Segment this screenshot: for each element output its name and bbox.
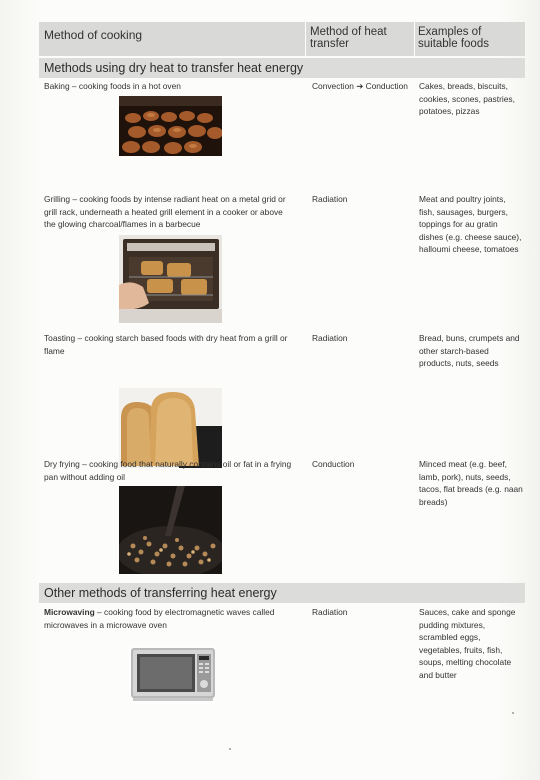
page-speck (229, 748, 231, 750)
method-description (44, 80, 294, 93)
header-method-of-cooking: Method of cooking (44, 28, 143, 42)
header-method-of-heat-transfer: Method of heat transfer (310, 26, 387, 50)
baking-photo (119, 96, 222, 156)
heat-transfer: Radiation (312, 194, 348, 204)
header-divider (305, 22, 306, 56)
grilling-photo (119, 235, 222, 323)
method-term: Microwaving (44, 607, 95, 617)
dry-frying-photo (119, 486, 222, 574)
table-header (39, 22, 525, 56)
heat-transfer: Convection ➔ Conduction (312, 81, 408, 91)
heat-transfer: Radiation (312, 607, 348, 617)
method-term: Grilling (44, 194, 71, 204)
method-text: – cooking foods in a hot oven (69, 81, 181, 91)
method-term: Toasting (44, 333, 76, 343)
method-text: – cooking foods by intense radiant heat on a metal grid or grill rack, underneath a heated grill element in a cooker or above the glowing charcoal/flames in a barbecue (44, 194, 286, 229)
suitable-foods: Cakes, breads, biscuits, cookies, scones, pastries, potatoes, pizzas (419, 81, 515, 116)
header-divider (414, 22, 415, 56)
method-description (44, 458, 294, 483)
heat-transfer: Radiation (312, 333, 348, 343)
method-description (44, 606, 294, 631)
suitable-foods: Bread, buns, crumpets and other starch-based products, nuts, seeds (419, 333, 520, 368)
method-term: Dry frying (44, 459, 80, 469)
microwave-photo (129, 644, 217, 704)
suitable-foods: Minced meat (e.g. beef, lamb, pork), nuts, seeds, tacos, flat breads (e.g. naan breads) (419, 459, 523, 507)
method-description (44, 193, 294, 231)
page-speck (512, 712, 514, 714)
section-dry-heat: Methods using dry heat to transfer heat energy (39, 58, 525, 78)
suitable-foods: Meat and poultry joints, fish, sausages, burgers, toppings for au gratin dishes (e.g. cheese sauce), halloumi cheese, tomatoes (419, 194, 522, 254)
method-term: Baking (44, 81, 70, 91)
table-row (39, 80, 525, 190)
header-examples-of-suitable-foods: Examples of suitable foods (418, 26, 489, 50)
heat-transfer: Conduction (312, 459, 355, 469)
table-row (39, 606, 525, 716)
method-text: – cooking food that naturally contains oil or fat in a frying pan without adding oil (44, 459, 292, 482)
method-text: – cooking starch based foods with dry heat from a grill or flame (44, 333, 288, 356)
table-row (39, 332, 525, 452)
method-description (44, 332, 294, 357)
toasting-photo (119, 388, 222, 468)
section-other-methods: Other methods of transferring heat energy (39, 583, 525, 603)
table-row (39, 458, 525, 588)
method-text: – cooking food by electromagnetic waves called microwaves in a microwave oven (44, 607, 275, 630)
suitable-foods: Sauces, cake and sponge pudding mixtures, scrambled eggs, vegetables, fruits, fish, soups, melting chocolate and butter (419, 607, 516, 680)
table-row (39, 193, 525, 323)
